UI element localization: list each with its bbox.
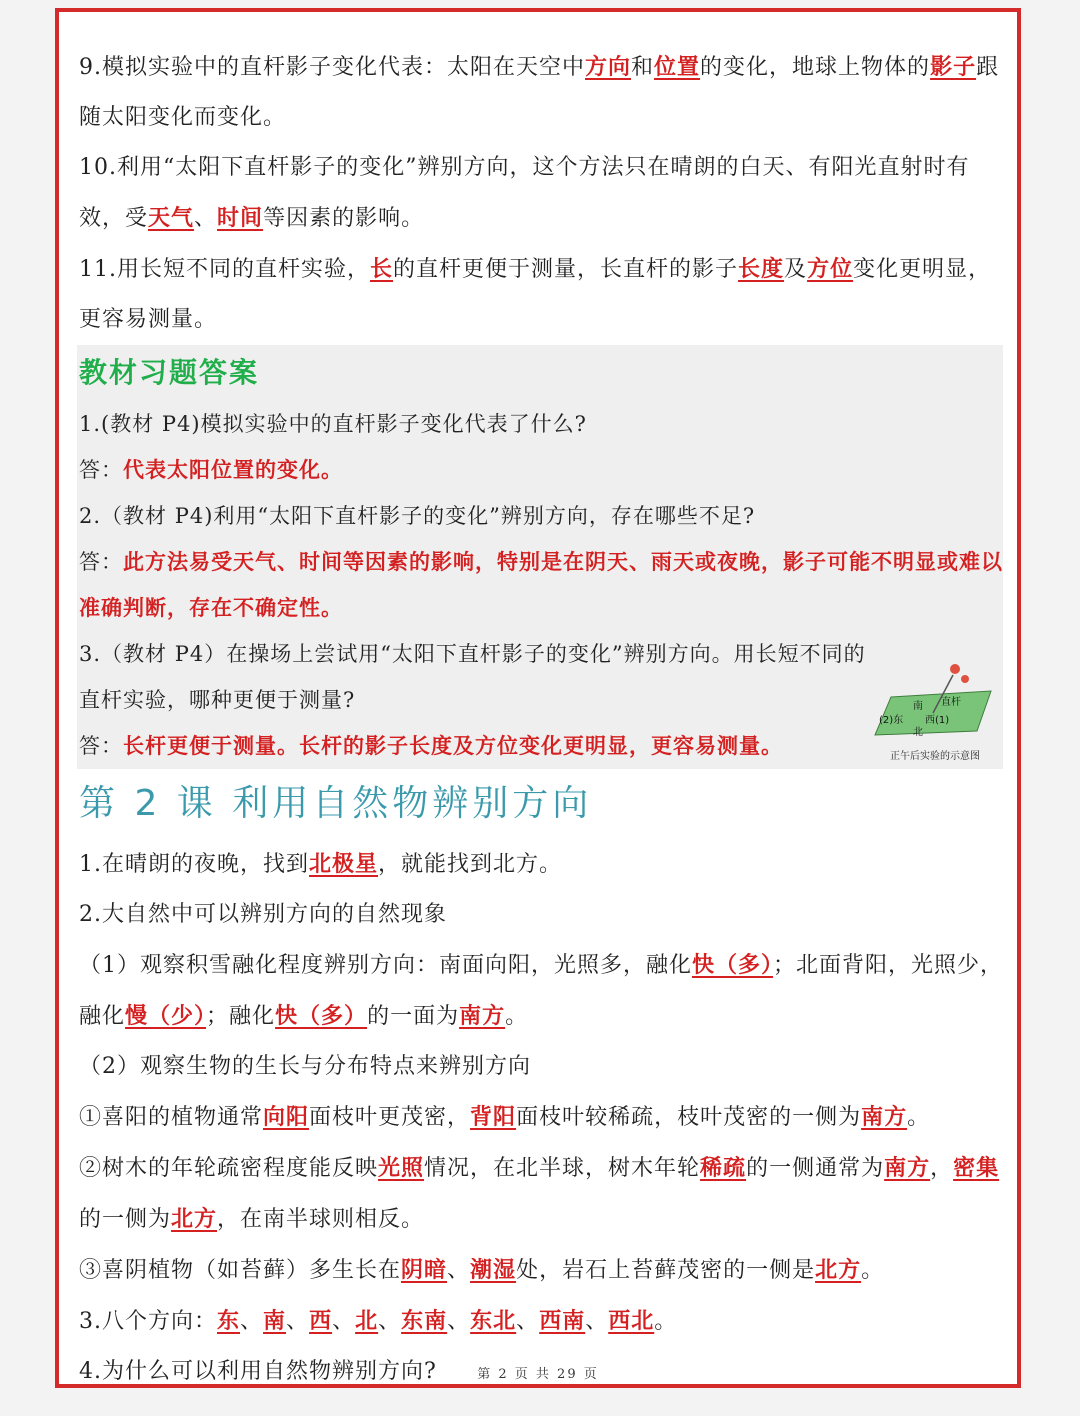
highlight: 阴暗 [401,1257,448,1283]
highlight: 影子 [930,54,977,80]
pole-shadow-diagram [873,661,997,762]
sun-icon [950,664,960,674]
text: ， [930,1156,954,1181]
label-pole: 直杆 [941,697,961,708]
direction: 西南 [539,1308,586,1334]
lesson-item-2: 2.大自然中可以辨别方向的自然现象 [79,902,447,927]
text: 及 [784,257,808,282]
lesson-item-eight-directions [79,1296,1004,1347]
highlight: 密集 [953,1155,1000,1181]
label-east: (2)东 [879,715,904,726]
text: 和 [631,55,655,80]
lesson-item-biology: （2）观察生物的生长与分布特点来辨别方向 [79,1054,531,1079]
pole-shadow-figure [873,661,997,743]
highlight: 快（多） [275,1003,368,1029]
figure-caption: 正午后实验的示意图 [890,751,980,762]
text: 。 [654,1309,678,1334]
text: 变化更明显，更容易测量。 [79,257,992,332]
separator: 、 [286,1309,310,1334]
highlight: 南方 [884,1155,931,1181]
text: 、 [194,206,218,231]
text: 、 [447,1258,471,1283]
text: 的变化，地球上物体的 [700,55,931,80]
highlight: 位置 [654,54,701,80]
lesson-item-1 [79,839,1004,890]
lesson-item-shade-plants [79,1245,1004,1296]
label-north: 北 [913,727,923,738]
text: 面枝叶更茂密， [309,1105,471,1130]
text: 。 [907,1105,931,1130]
direction: 西 [309,1308,333,1334]
highlight: 方位 [807,256,854,282]
answer-3 [79,723,879,769]
text: 的一侧通常为 [746,1156,885,1181]
text: 。 [861,1258,885,1283]
question-3: 3.（教材 P4）在操场上尝试用“太阳下直杆影子的变化”辨别方向。用长短不同的直杆实验，哪种更便于测量? [79,642,866,712]
separator: 、 [516,1309,540,1334]
label-west: 西(1) [925,715,950,726]
highlight: 北极星 [309,851,379,877]
highlight: 时间 [217,205,264,231]
answer-text: 代表太阳位置的变化。 [123,457,343,482]
text: 9.模拟实验中的直杆影子变化代表：太阳在天空中 [79,55,585,80]
direction: 西北 [608,1308,655,1334]
answer-lead: 答： [79,734,123,758]
text: 处，岩石上苔藓茂密的一侧是 [516,1258,816,1283]
separator: 、 [447,1309,471,1334]
answer-2 [79,539,1003,631]
document-page [55,8,1021,1388]
text: 等因素的影响。 [263,206,425,231]
text: 的一侧为 [79,1207,172,1232]
text: 跟随太阳变化而变化。 [79,55,1000,130]
highlight: 南方 [459,1003,506,1029]
answer-lead: 答： [79,458,123,482]
lesson-title: 第 2 课 利用自然物辨别方向 [79,783,593,824]
direction: 北 [355,1308,379,1334]
separator: 、 [240,1309,264,1334]
text: 10.利用“太阳下直杆影子的变化”辨别方向，这个方法只在晴朗的白天、有阳光直射时有效，受 [79,155,970,231]
highlight: 北方 [815,1257,862,1283]
text: ；融化 [206,1004,276,1029]
highlight: 潮湿 [470,1257,517,1283]
item-10 [79,143,1004,244]
item-11 [79,244,1004,345]
text: 情况，在北半球，树木年轮 [424,1156,701,1181]
separator: 、 [585,1309,609,1334]
item-9 [79,42,1004,143]
highlight: 背阳 [470,1104,517,1130]
answer-text: 长杆更便于测量。长杆的影子长度及方位变化更明显，更容易测量。 [123,733,783,758]
sun-icon [961,675,969,683]
highlight: 慢（少） [125,1003,207,1029]
answer-text: 此方法易受天气、时间等因素的影响，特别是在阴天、雨天或夜晚，影子可能不明显或难以准确判断，存在不确定性。 [79,549,1003,620]
label-south: 南 [913,701,923,712]
text: ，在南半球则相反。 [217,1207,425,1232]
page-number: 第 2 页 共 29 页 [477,1367,599,1382]
highlight: 北方 [171,1206,218,1232]
highlight: 方向 [585,54,632,80]
question-2: 2.（教材 P4)利用“太阳下直杆影子的变化”辨别方向，存在哪些不足? [79,504,756,528]
separator: 、 [332,1309,356,1334]
text: ；北面背阳，光照少，融化 [79,953,1004,1029]
highlight: 向阳 [263,1104,310,1130]
text: ③喜阴植物（如苔藓）多生长在 [79,1258,402,1283]
highlight: 长 [370,256,394,282]
answer-lead: 答： [79,550,123,574]
section-title: 教材习题答案 [79,356,260,389]
direction: 东 [217,1308,241,1334]
text: 。 [505,1004,529,1029]
separator: 、 [378,1309,402,1334]
highlight: 长度 [738,256,785,282]
text: （1）观察积雪融化程度辨别方向：南面向阳，光照多，融化 [79,953,692,978]
highlight: 南方 [861,1104,908,1130]
direction: 东北 [470,1308,517,1334]
lesson-item-4: 4.为什么可以利用自然物辨别方向? [79,1359,437,1384]
answer-1 [79,447,1003,493]
highlight: 快（多） [692,952,774,978]
lesson-item-tree-rings [79,1143,1004,1245]
direction: 南 [263,1308,287,1334]
page-content [79,42,1004,1397]
text: ，就能找到北方。 [378,852,563,877]
lesson-item-sun-plants [79,1092,1004,1143]
highlight: 天气 [148,205,195,231]
text: 的一面为 [367,1004,460,1029]
text: 面枝叶较稀疏，枝叶茂密的一侧为 [516,1105,862,1130]
lesson-item-snow [79,940,1004,1042]
question-1: 1.(教材 P4)模拟实验中的直杆影子变化代表了什么? [79,412,587,436]
text: ①喜阳的植物通常 [79,1105,264,1130]
highlight: 稀疏 [700,1155,747,1181]
text: 的直杆更便于测量，长直杆的影子 [393,257,739,282]
exercise-answers-block [77,345,1003,769]
text: 3.八个方向： [79,1309,217,1334]
text: 11.用长短不同的直杆实验， [79,257,370,282]
text: 1.在晴朗的夜晚，找到 [79,852,309,877]
text: ②树木的年轮疏密程度能反映 [79,1156,379,1181]
direction: 东南 [401,1308,448,1334]
highlight: 光照 [378,1155,425,1181]
